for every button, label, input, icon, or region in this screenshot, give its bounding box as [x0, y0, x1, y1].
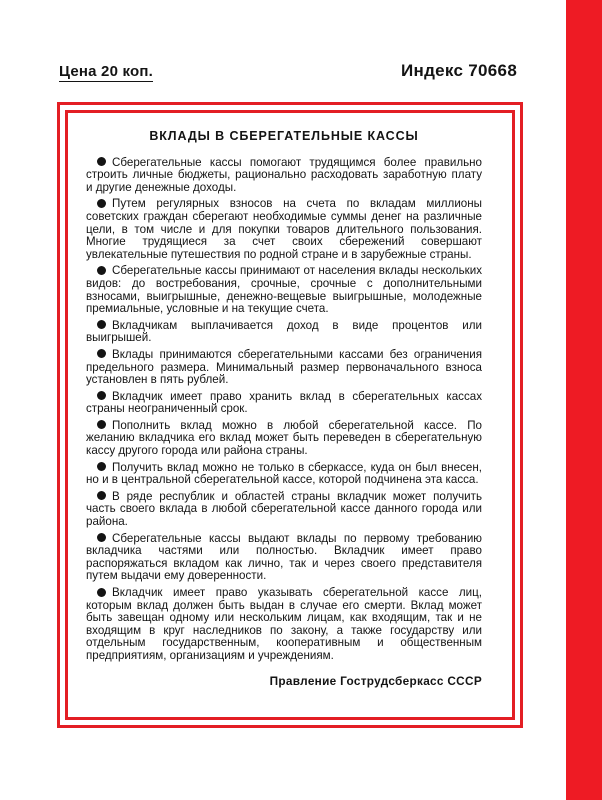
bullet-icon: [97, 266, 106, 275]
paragraph-text: Сберегательные кассы помогают трудящимся более правильно строить личные бюджеты, рационально расходовать заработную плату и другие денежные доходы.: [86, 155, 482, 194]
notice-content: [86, 130, 482, 687]
notice-paragraph: [86, 265, 482, 315]
bullet-icon: [97, 462, 106, 471]
paragraph-text: Вклады принимаются сберегательными кассами без ограничения предельного размера. Минимальный размер первоначального взноса установлен в пять рублей.: [86, 347, 482, 387]
bullet-icon: [97, 588, 106, 597]
bullet-icon: [97, 533, 106, 542]
bullet-icon: [97, 157, 106, 166]
notice-title: ВКЛАДЫ В СБЕРЕГАТЕЛЬНЫЕ КАССЫ: [149, 129, 419, 143]
paragraph-text: Путем регулярных взносов на счета по вкладам миллионы советских граждан сберегают необходимые суммы денег на различные цели, в том числе и для покупки товаров длительного пользования. Многие трудящиеся за счет своих сбережений совершают увлекательные путешествия по родной стране и в зарубежные страны.: [86, 197, 482, 261]
notice-paragraph: [86, 349, 482, 387]
notice-paragraph: [86, 587, 482, 663]
signature: Правление Гострудсберкасс СССР: [269, 673, 482, 688]
price-label: Цена 20 коп.: [59, 63, 154, 80]
notice-paragraph: [86, 157, 482, 195]
notice-paragraph: [86, 391, 482, 416]
bullet-icon: [97, 491, 106, 500]
index-label: Индекс 70668: [401, 61, 518, 80]
paragraph-text: Сберегательные кассы принимают от населения вклады нескольких видов: до востребования, срочные, срочные с дополнительными взносами, выигрышные, денежно-вещевые выигрышные, молодежные премиальные, условные и на текущие счета.: [86, 264, 482, 316]
bullet-icon: [97, 420, 106, 429]
paragraph-text: В ряде республик и областей страны вкладчик может получить часть своего вклада в любой сберегательной кассе данного города или района.: [86, 489, 482, 529]
paragraph-text: Получить вклад можно не только в сберкассе, куда он был внесен, но и в центральной сберегательной кассе, которой подчинена эта касса.: [86, 460, 482, 487]
notice-paragraph: [86, 420, 482, 458]
bullet-icon: [97, 391, 106, 400]
bullet-icon: [97, 320, 106, 329]
notice-paragraph: [86, 533, 482, 583]
bullet-icon: [97, 199, 106, 208]
notice-paragraph: [86, 462, 482, 487]
paragraph-text: Вкладчикам выплачивается доход в виде процентов или выигрышей.: [86, 318, 482, 345]
notice-paragraph: [86, 320, 482, 345]
paragraph-text: Вкладчик имеет право указывать сберегательной кассе лиц, которым вклад должен быть выдан в случае его смерти. Вклад может быть завещан одному или нескольким лицам, как входящим, так и не входящим в круг наследников по закону, а также государству или отдельным государственным, кооперативным и общественным предприятиям, организациям и учреждениям.: [86, 586, 482, 662]
bullet-icon: [97, 349, 106, 358]
notice-paragraph: [86, 198, 482, 261]
paragraph-text: Вкладчик имеет право хранить вклад в сберегательных кассах страны неограниченный срок.: [86, 389, 482, 416]
red-edge-strip: [566, 0, 602, 800]
notice-paragraph: [86, 491, 482, 529]
paragraph-text: Сберегательные кассы выдают вклады по первому требованию вкладчика частями или полностью. Вкладчик имеет право распоряжаться вкладом как лично, так и через своего представителя путем выдачи ему доверенности.: [86, 531, 482, 583]
paragraph-text: Пополнить вклад можно в любой сберегательной кассе. По желанию вкладчика его вклад может быть переведен в сберегательную кассу другого города или района страны.: [86, 418, 482, 458]
